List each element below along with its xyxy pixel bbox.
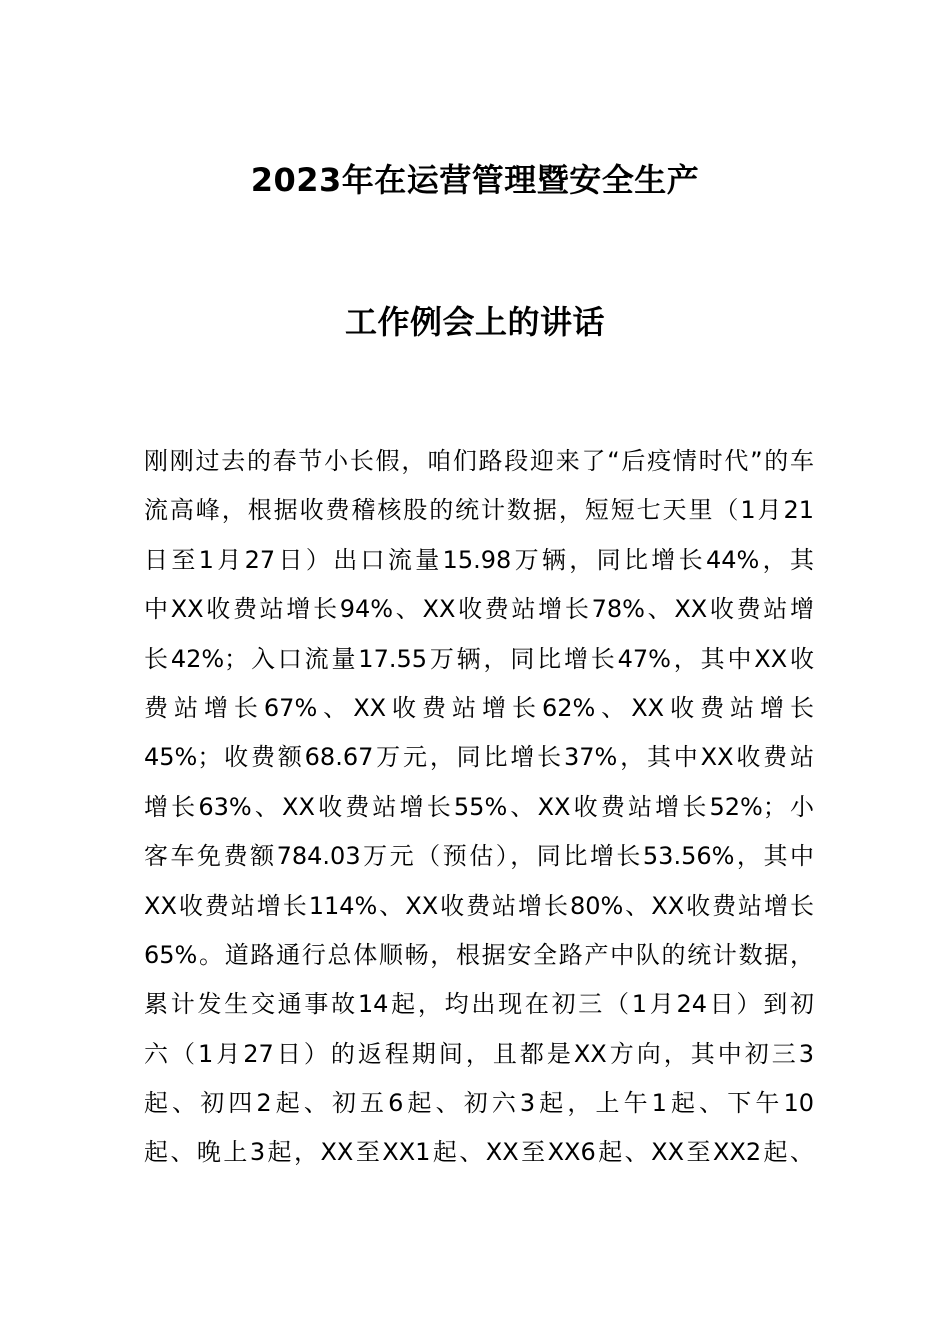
body-line: 65%。道路通行总体顺畅，根据安全路产中队的统计数据， xyxy=(144,940,814,969)
body-line: 起、初四2起、初五6起、初六3起，上午1起、下午10 xyxy=(144,1089,814,1118)
body-line: 中XX收费站增长94%、XX收费站增长78%、XX收费站增 xyxy=(144,595,814,624)
body-line: 起、晚上3起，XX至XX1起、XX至XX6起、XX至XX2起、 xyxy=(144,1138,814,1167)
body-line: 长42%；入口流量17.55万辆，同比增长47%，其中XX收 xyxy=(144,644,814,673)
document-title-line-1: 2023年在运营管理暨安全生产 xyxy=(250,161,700,199)
body-line: 45%；收费额68.67万元，同比增长37%，其中XX收费站 xyxy=(144,743,814,772)
body-line: 累计发生交通事故14起，均出现在初三（1月24日）到初 xyxy=(144,990,814,1019)
body-line: 费站增长67%、XX收费站增长62%、XX收费站增长 xyxy=(144,693,814,722)
body-line: 增长63%、XX收费站增长55%、XX收费站增长52%；小 xyxy=(144,792,814,821)
body-line: XX收费站增长114%、XX收费站增长80%、XX收费站增长 xyxy=(144,891,814,920)
body-line: 六（1月27日）的返程期间，且都是XX方向，其中初三3 xyxy=(144,1039,814,1068)
body-line: 流高峰，根据收费稽核股的统计数据，短短七天里（1月21 xyxy=(144,496,814,525)
document-body xyxy=(144,437,814,1178)
body-line: 日至1月27日）出口流量15.98万辆，同比增长44%，其 xyxy=(144,545,814,574)
body-line: 客车免费额784.03万元（预估），同比增长53.56%，其中 xyxy=(144,842,814,871)
document-title-line-2: 工作例会上的讲话 xyxy=(344,303,605,341)
body-line: 刚刚过去的春节小长假，咱们路段迎来了“后疫情时代”的车 xyxy=(144,447,814,475)
